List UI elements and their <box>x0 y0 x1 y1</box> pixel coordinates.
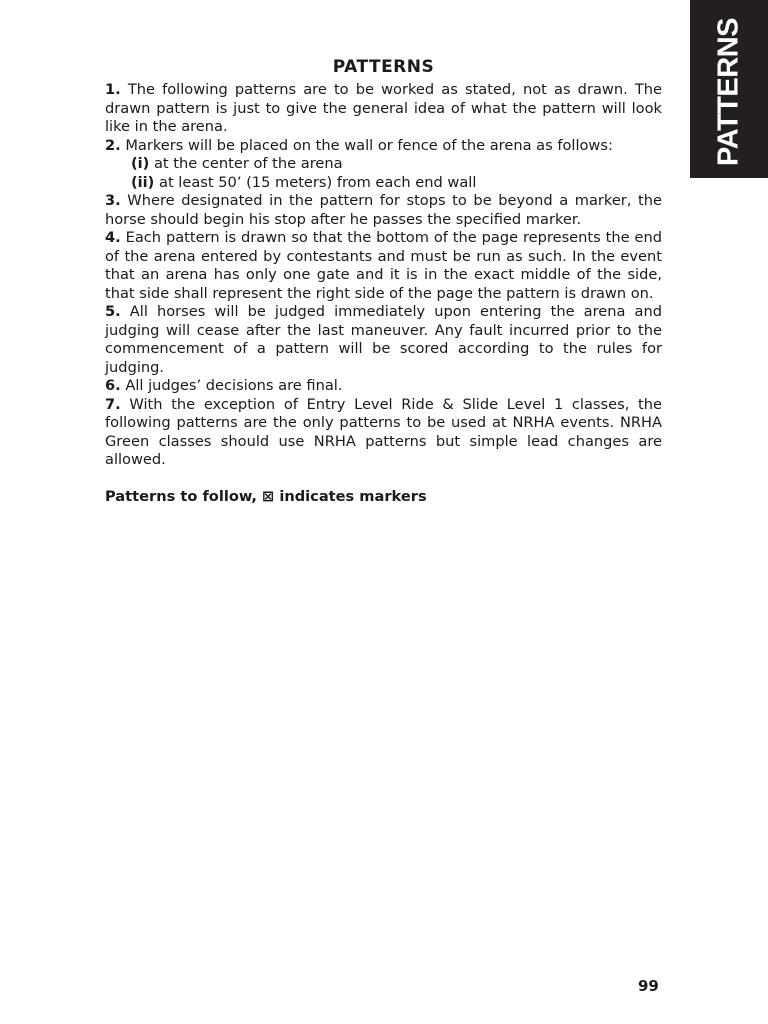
page-title: PATTERNS <box>332 57 435 77</box>
rule-text: Where designated in the pattern for stops to be beyond a marker, the horse should begin his stop after he passes the specified marker. <box>105 192 662 228</box>
sub-item-text: at least 50’ (15 meters) from each end wall <box>154 173 477 191</box>
sub-item-number: (ii) <box>131 173 155 191</box>
page-number: 99 <box>638 977 659 995</box>
page-content <box>105 56 662 521</box>
marker-location-center <box>131 155 662 174</box>
sub-item-text: at the center of the arena <box>149 155 343 172</box>
rule-1 <box>105 81 662 137</box>
rule-number: 2. <box>105 136 121 154</box>
rule-5 <box>105 303 662 377</box>
rule-number: 4. <box>105 229 121 246</box>
marker-location-end-walls <box>131 174 662 193</box>
rule-number: 1. <box>105 81 121 98</box>
rule-number: 6. <box>105 377 121 394</box>
markers-note: Patterns to follow, ⊠ indicates markers <box>105 487 427 505</box>
rule-text: The following patterns are to be worked as stated, not as drawn. The drawn pattern is just to give the general idea of what the pattern will look like in the arena. <box>105 81 662 135</box>
rule-2 <box>105 137 662 156</box>
rule-text: All judges’ decisions are final. <box>120 377 343 394</box>
section-tab <box>690 0 768 178</box>
rule-number: 5. <box>105 303 121 320</box>
rule-text: With the exception of Entry Level Ride & Slide Level 1 classes, the following patterns are the only patterns to be used at NRHA events. NRHA Green classes should use NRHA patterns but simple lead changes are allowed. <box>105 395 662 468</box>
rule-3 <box>105 192 662 229</box>
rule-number: 3. <box>105 192 121 209</box>
rule-number: 7. <box>105 395 121 413</box>
section-tab-label: PATTERNS <box>712 18 745 166</box>
rule-6 <box>105 377 662 396</box>
rule-text: Markers will be placed on the wall or fence of the arena as follows: <box>120 136 613 154</box>
rule-text: Each pattern is drawn so that the bottom of the page represents the end of the arena entered by contestants and must be run as such. In the event that an arena has only one gate and it is in the exact middle of the side, that side shall represent the right side of the page the pattern is drawn on. <box>105 229 662 302</box>
sub-item-number: (i) <box>131 155 150 172</box>
rule-text: All horses will be judged immediately upon entering the arena and judging will cease after the last maneuver. Any fault incurred prior to the commencement of a pattern will be scored according to the rules for judging. <box>105 303 662 376</box>
rule-4 <box>105 229 662 303</box>
rule-7 <box>105 396 662 470</box>
